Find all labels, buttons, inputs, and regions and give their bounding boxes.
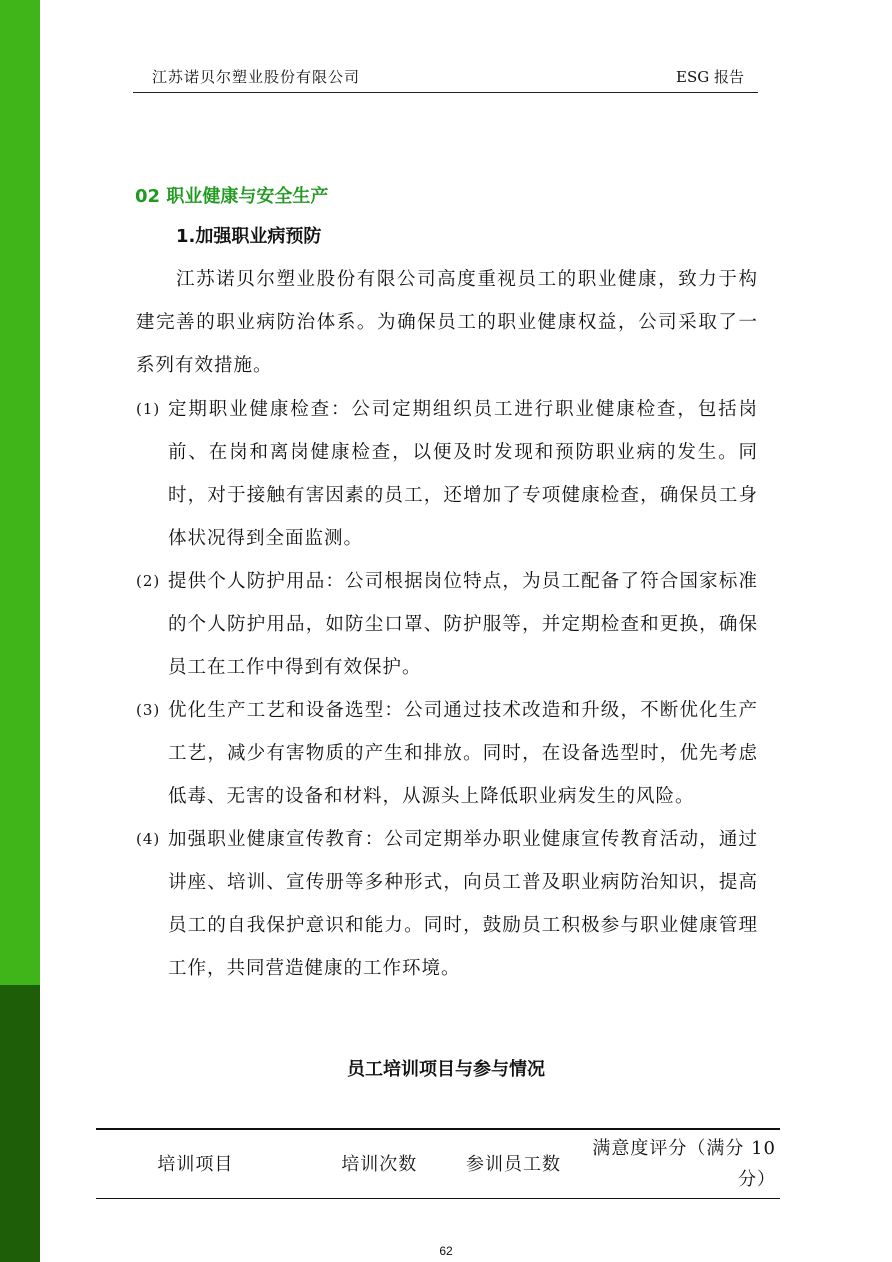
decorative-green-band — [0, 0, 40, 985]
measures-list — [136, 388, 758, 990]
list-item-number: (1) — [136, 400, 161, 418]
list-item-number: (2) — [136, 572, 161, 590]
list-item — [136, 388, 758, 560]
table-header-cell: 满意度评分（满分 10 分） — [563, 1129, 780, 1199]
list-item — [136, 689, 758, 818]
list-item-text: 提供个人防护用品：公司根据岗位特点，为员工配备了符合国家标准的个人防护用品，如防尘口罩、防护服等，并定期检查和更换，确保员工在工作中得到有效保护。 — [168, 571, 758, 678]
list-item-text: 加强职业健康宣传教育：公司定期举办职业健康宣传教育活动，通过讲座、培训、宣传册等多种形式，向员工普及职业病防治知识，提高员工的自我保护意识和能力。同时，鼓励员工积极参与职业健康管理工作，共同营造健康的工作环境。 — [168, 829, 758, 979]
list-item-number: (4) — [136, 830, 161, 848]
intro-paragraph: 江苏诺贝尔塑业股份有限公司高度重视员工的职业健康，致力于构建完善的职业病防治体系。为确保员工的职业健康权益，公司采取了一系列有效措施。 — [136, 269, 758, 376]
table-title: 员工培训项目与参与情况 — [347, 1059, 545, 1080]
header-company-name: 江苏诺贝尔塑业股份有限公司 — [152, 68, 361, 86]
table-header-cell: 培训项目 — [96, 1129, 295, 1199]
page-number: 62 — [439, 1244, 453, 1258]
list-item-text: 定期职业健康检查：公司定期组织员工进行职业健康检查，包括岗前、在岗和离岗健康检查，以便及时发现和预防职业病的发生。同时，对于接触有害因素的员工，还增加了专项健康检查，确保员工身体状况得到全面监测。 — [168, 399, 758, 549]
table-header-row — [96, 1129, 780, 1199]
training-table — [96, 1128, 780, 1199]
list-item — [136, 818, 758, 990]
list-item-number: (3) — [136, 701, 161, 719]
header-divider — [133, 92, 758, 93]
list-item — [136, 560, 758, 689]
header-report-name: ESG 报告 — [676, 68, 744, 86]
table-header-cell: 培训次数 — [295, 1129, 464, 1199]
table-header-cell: 参训员工数 — [464, 1129, 563, 1199]
decorative-dark-green-band — [0, 985, 40, 1262]
list-item-text: 优化生产工艺和设备选型：公司通过技术改造和升级，不断优化生产工艺，减少有害物质的产生和排放。同时，在设备选型时，优先考虑低毒、无害的设备和材料，从源头上降低职业病发生的风险。 — [168, 700, 758, 807]
subsection-title: 1.加强职业病预防 — [176, 226, 322, 247]
section-title: 02 职业健康与安全生产 — [135, 186, 329, 207]
